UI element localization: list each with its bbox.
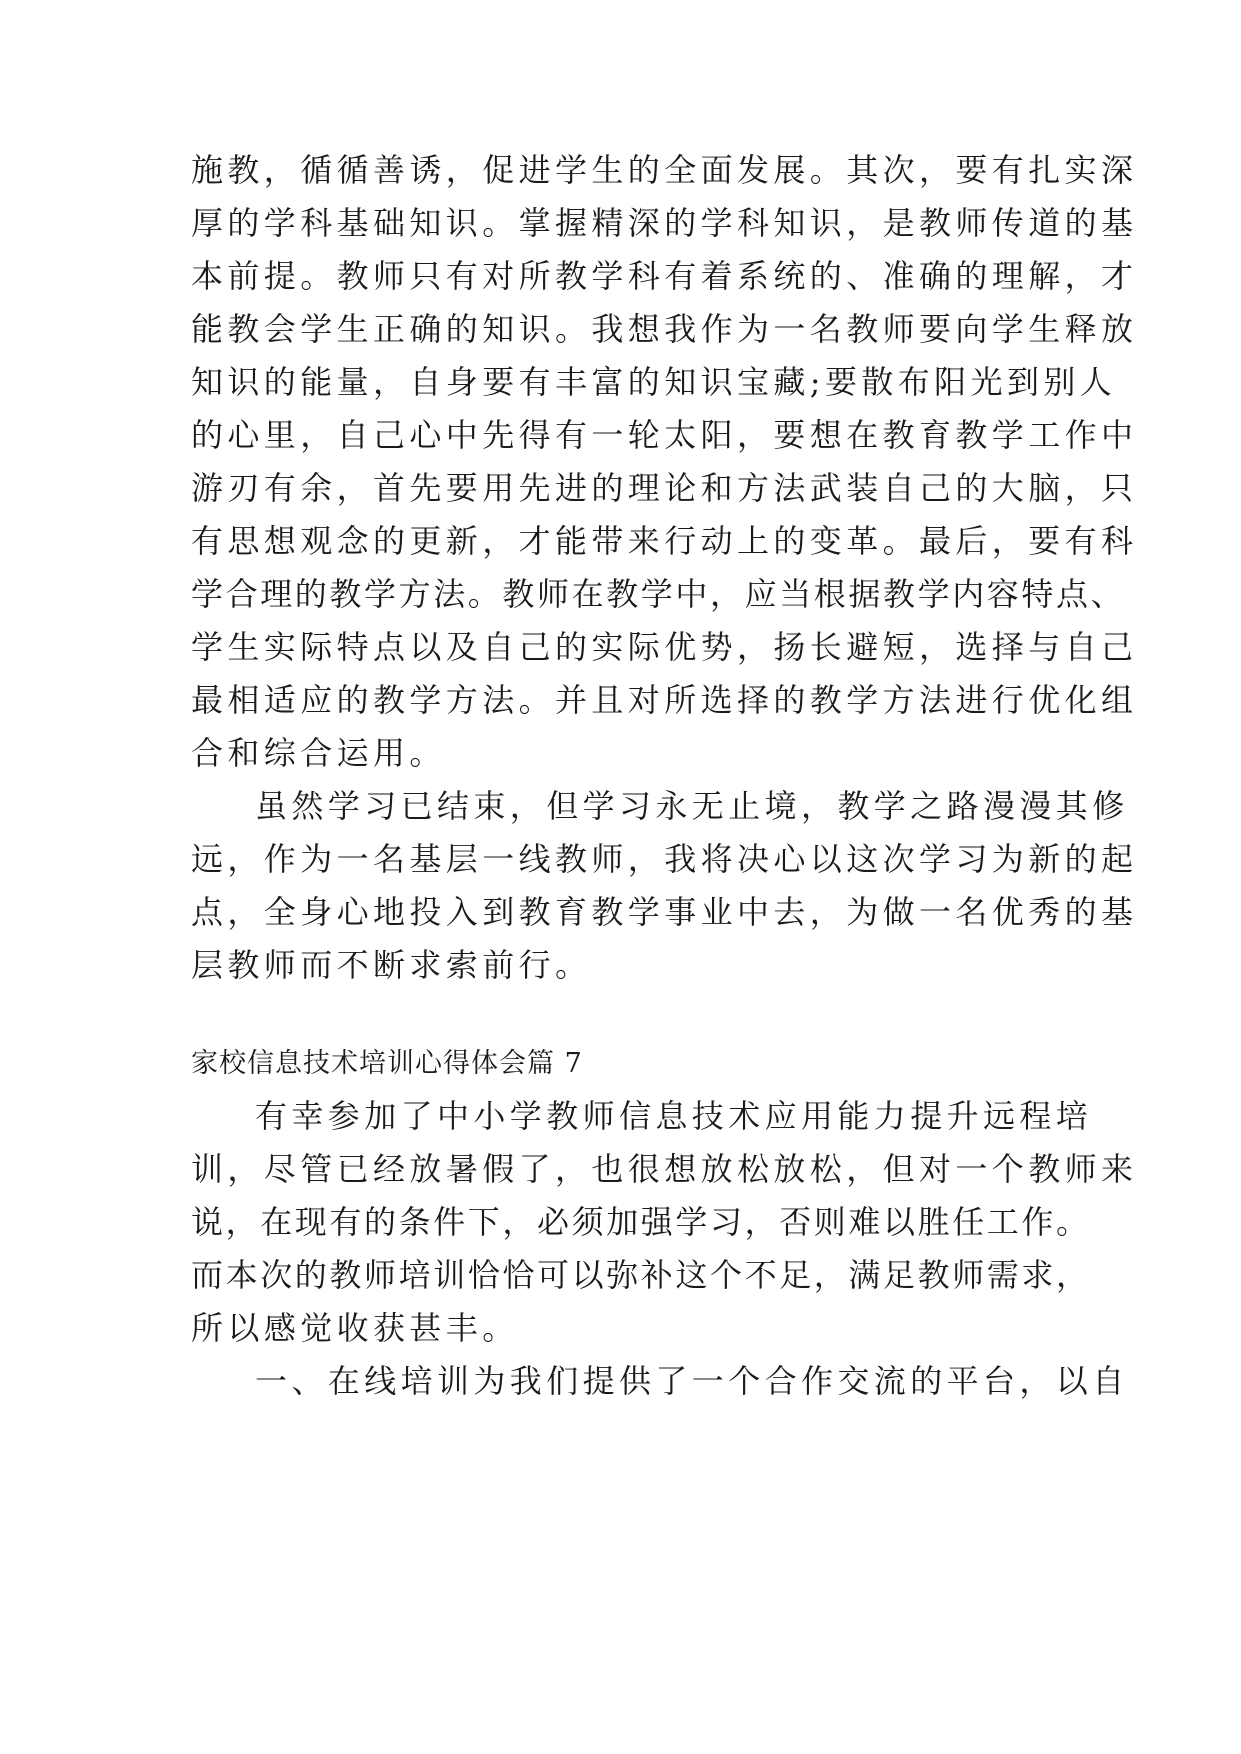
text-line: 学合理的教学方法。教师在教学中，应当根据教学内容特点、 xyxy=(191,575,1126,613)
text-line: 所以感觉收获甚丰。 xyxy=(191,1309,519,1347)
text-line: 远，作为一名基层一线教师，我将决心以这次学习为新的起 xyxy=(191,840,1138,878)
text-line: 学生实际特点以及自己的实际优势，扬长避短，选择与自己 xyxy=(191,628,1138,666)
text-line: 点，全身心地投入到教育教学事业中去，为做一名优秀的基 xyxy=(191,893,1138,931)
text-line: 知识的能量，自身要有丰富的知识宝藏;要散布阳光到别人 xyxy=(191,363,1117,401)
text-line: 游刃有余，首先要用先进的理论和方法武装自己的大脑，只 xyxy=(191,469,1138,507)
text-line: 层教师而不断求索前行。 xyxy=(191,946,592,984)
text-line: 施教，循循善诱，促进学生的全面发展。其次，要有扎实深 xyxy=(191,151,1138,189)
text-line: 的心里，自己心中先得有一轮太阳，要想在教育教学工作中 xyxy=(191,416,1138,454)
text-line: 能教会学生正确的知识。我想我作为一名教师要向学生释放 xyxy=(191,310,1138,348)
text-line: 厚的学科基础知识。掌握精深的学科知识，是教师传道的基 xyxy=(191,204,1138,242)
section-heading: 家校信息技术培训心得体会篇 7 xyxy=(191,1048,583,1079)
text-line: 最相适应的教学方法。并且对所选择的教学方法进行优化组 xyxy=(191,681,1138,719)
text-line: 本前提。教师只有对所教学科有着系统的、准确的理解，才 xyxy=(191,257,1138,295)
text-line: 有幸参加了中小学教师信息技术应用能力提升远程培 xyxy=(255,1097,1093,1135)
text-line: 训，尽管已经放暑假了，也很想放松放松，但对一个教师来 xyxy=(191,1150,1138,1188)
text-line: 有思想观念的更新，才能带来行动上的变革。最后，要有科 xyxy=(191,522,1138,560)
text-line: 一、在线培训为我们提供了一个合作交流的平台，以自 xyxy=(255,1362,1129,1400)
text-line: 说，在现有的条件下，必须加强学习，否则难以胜任工作。 xyxy=(191,1203,1091,1241)
text-line: 而本次的教师培训恰恰可以弥补这个不足，满足教师需求， xyxy=(191,1256,1091,1294)
text-line: 虽然学习已结束，但学习永无止境，教学之路漫漫其修 xyxy=(255,787,1129,825)
text-line: 合和综合运用。 xyxy=(191,734,446,772)
